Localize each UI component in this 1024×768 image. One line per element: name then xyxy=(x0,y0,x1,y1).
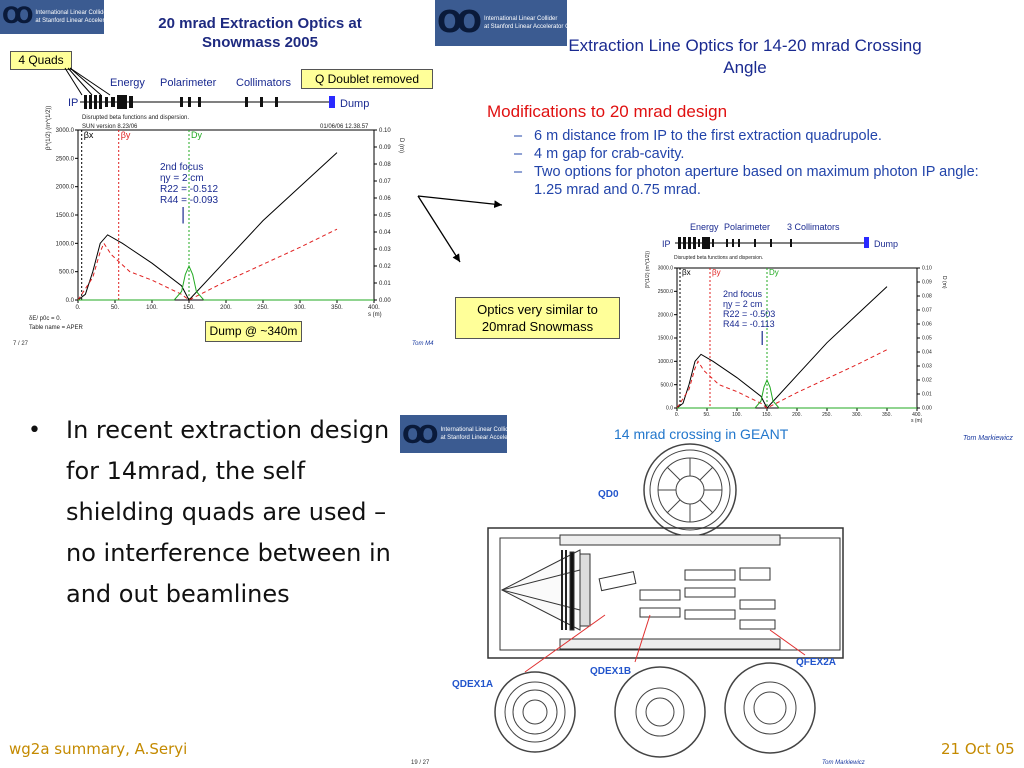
y-tick-label: 0.0 xyxy=(666,405,673,412)
y-tick-label: 2500.0 xyxy=(55,156,74,163)
label-ip: IP xyxy=(662,239,671,249)
y-tick-label: 2000.0 xyxy=(55,184,74,191)
dispersion-curve xyxy=(677,380,917,408)
y2-tick-label: 0.09 xyxy=(379,145,391,151)
x-tick-label: 150. xyxy=(183,305,195,311)
ilc-logo-mark: OO xyxy=(437,5,477,40)
right-slide-title: Extraction Line Optics for 14-20 mrad Crossing Angle xyxy=(568,36,922,77)
qdex1a-cross-section xyxy=(495,672,575,752)
y2-tick-label: 0.01 xyxy=(379,281,391,287)
y2-tick-label: 0.05 xyxy=(922,335,932,342)
logo-line1: International Linear Collider xyxy=(484,16,558,22)
plot-caption: Disrupted beta functions and dispersion. xyxy=(674,255,764,261)
left-optics-plot xyxy=(0,0,440,350)
x-tick-label: 300. xyxy=(852,412,862,418)
label-qd0: QD0 xyxy=(598,489,619,500)
footer-page-number: 19 / 27 xyxy=(411,760,430,766)
x-tick-label: 0. xyxy=(75,305,81,311)
y2-tick-label: 0.06 xyxy=(379,196,391,202)
y-tick-label: 500.0 xyxy=(58,269,74,276)
annotation-line: 2nd focus xyxy=(160,162,204,173)
x-tick-label: 150. xyxy=(762,412,772,418)
geant-author: Tom Markiewicz xyxy=(963,435,1013,442)
ilc-logo-mark: OO xyxy=(402,419,433,449)
label-polarimeter: Polarimeter xyxy=(160,77,217,89)
plot-axes-box xyxy=(677,268,917,408)
x-tick-label: 400. xyxy=(368,305,380,311)
modification-item: – 4 m gap for crab-cavity. xyxy=(514,145,984,163)
x-tick-label: 100. xyxy=(732,412,742,418)
geant-side-view xyxy=(488,528,843,658)
label-qdex1a: QDEX1A xyxy=(452,679,494,690)
right-optics-plot xyxy=(640,215,960,424)
x-tick-label: 50. xyxy=(703,412,711,418)
x-axis-label: s (m) xyxy=(911,418,923,424)
left-plot-curves xyxy=(78,130,374,300)
bullet-dot: • xyxy=(28,418,41,443)
x-tick-label: 50. xyxy=(110,305,120,311)
label-collimators: 3 Collimators xyxy=(787,222,840,232)
y2-tick-label: 0.04 xyxy=(379,230,391,236)
label-qdex1b: QDEX1B xyxy=(590,666,632,677)
y-tick-label: 3000.0 xyxy=(657,265,673,272)
callout-q-doublet-removed: Q Doublet removed xyxy=(301,69,433,89)
y2-tick-label: 0.02 xyxy=(379,264,391,270)
ilc-logo-mark: OO xyxy=(2,4,28,29)
x-tick-label: 200. xyxy=(220,305,232,311)
annotation-line: ηy = 2 cm xyxy=(160,173,204,184)
x-tick-label: 200. xyxy=(792,412,802,418)
y2-tick-label: 0.10 xyxy=(922,265,932,272)
callout-4-quads: 4 Quads xyxy=(10,51,72,70)
label-dump: Dump xyxy=(874,239,899,249)
logo-line1: International Linear Collider xyxy=(35,10,109,16)
annotation-line: R22 = -0.503 xyxy=(723,309,776,319)
y2-axis-label: D (m) xyxy=(941,276,947,289)
logo-line2: at Stanford Linear Accelerator Center xyxy=(440,435,540,441)
modifications-list xyxy=(514,127,984,199)
annotation-line: R44 = -0.093 xyxy=(160,195,219,206)
label-dump: Dump xyxy=(340,98,370,110)
y2-tick-label: 0.01 xyxy=(922,391,932,398)
geant-title: 14 mrad crossing in GEANT xyxy=(614,426,789,442)
annotation-line: ηy = 2 cm xyxy=(723,299,763,309)
y2-axis-label: D (m) xyxy=(398,138,404,153)
callout-optics-similar: Optics very similar to 20mrad Snowmass xyxy=(455,297,620,339)
x-tick-label: 350. xyxy=(882,412,892,418)
series-label: βx xyxy=(682,268,691,277)
label-collimators: Collimators xyxy=(236,77,292,89)
beta-x-curve xyxy=(78,153,337,300)
right-plot-curves xyxy=(677,268,917,408)
table-line1: δE/ p0c = 0. xyxy=(29,316,62,322)
logo-line1: International Linear Collider xyxy=(440,427,514,433)
x-tick-label: 250. xyxy=(822,412,832,418)
label-polarimeter: Polarimeter xyxy=(724,222,771,232)
ilc-logo-top-middle xyxy=(435,0,584,46)
y2-tick-label: 0.05 xyxy=(379,213,391,219)
modification-item: – Two options for photon aperture based on maximum photon IP angle: 1.25 mrad and 0.75 mrad. xyxy=(514,163,984,199)
left-plot-frame xyxy=(46,106,404,318)
y-tick-label: 2000.0 xyxy=(657,312,673,319)
y2-tick-label: 0.10 xyxy=(379,128,391,134)
y2-tick-label: 0.08 xyxy=(379,162,391,168)
logo-line2: at Stanford Linear Accelerator Center xyxy=(484,24,584,30)
annotation-line: 2nd focus xyxy=(723,289,763,299)
series-label: Dy xyxy=(769,268,779,277)
y2-tick-label: 0.02 xyxy=(922,377,932,384)
dump-marker-icon xyxy=(864,237,869,248)
y-axis-label: β^(1/2) (m^(1/2)) xyxy=(46,105,52,150)
x-tick-label: 400. xyxy=(912,412,922,418)
series-label: Dy xyxy=(191,130,202,140)
table-line2: Table name = APER xyxy=(29,325,83,331)
modifications-title: Modifications to 20 mrad design xyxy=(487,102,728,121)
y-tick-label: 1500.0 xyxy=(657,335,673,342)
y-tick-label: 1000.0 xyxy=(657,359,673,365)
left-page-number: 7 / 27 xyxy=(13,341,29,347)
y2-tick-label: 0.07 xyxy=(922,307,932,314)
connector-arrows xyxy=(410,190,510,270)
callout-dump: Dump @ ~340m xyxy=(205,321,302,342)
y2-tick-label: 0.06 xyxy=(922,321,932,328)
y2-tick-label: 0.07 xyxy=(379,179,391,185)
series-label: βx xyxy=(83,130,94,140)
plot-version: SUN version 8.23/06 xyxy=(82,124,138,130)
y2-tick-label: 0.03 xyxy=(379,247,391,253)
qd0-cross-section xyxy=(644,444,736,536)
dispersion-curve xyxy=(78,266,374,300)
left-author: Tom M4 xyxy=(412,341,434,347)
y2-tick-label: 0.09 xyxy=(922,279,932,286)
bullet-point xyxy=(28,410,398,615)
label-energy: Energy xyxy=(110,77,145,89)
y-tick-label: 0.0 xyxy=(65,298,74,304)
quad-arrows xyxy=(65,68,110,95)
plot-axes-box xyxy=(78,130,374,300)
dump-marker-icon xyxy=(329,96,335,108)
footer-right: 21 Oct 05 xyxy=(941,740,1015,758)
footer-author: Tom Markiewicz xyxy=(822,760,865,766)
plot-caption: Disrupted beta functions and dispersion. xyxy=(82,115,190,121)
logo-line2: at Stanford Linear Accelerator Center xyxy=(35,18,135,24)
series-label: βy xyxy=(712,268,721,277)
footer-left: wg2a summary, A.Seryi xyxy=(9,740,188,758)
series-label: βy xyxy=(120,130,131,140)
annotation-line: R22 = -0.512 xyxy=(160,184,219,195)
y2-tick-label: 0.00 xyxy=(379,298,391,304)
qdex1b-cross-section xyxy=(615,667,705,757)
y-tick-label: 1000.0 xyxy=(55,241,74,248)
x-tick-label: 350. xyxy=(331,305,343,311)
label-qfex2a: QFEX2A xyxy=(796,657,837,668)
annotation-line: R44 = -0.113 xyxy=(723,319,775,329)
y2-tick-label: 0.03 xyxy=(922,363,932,370)
modification-item: – 6 m distance from IP to the first extraction quadrupole. xyxy=(514,127,984,145)
x-tick-label: 100. xyxy=(146,305,158,311)
y-tick-label: 1500.0 xyxy=(55,213,74,219)
y-tick-label: 500.0 xyxy=(660,382,673,389)
left-plot-title: 20 mrad Extraction Optics at Snowmass 2005 xyxy=(158,15,362,51)
bullet-text: In recent extraction design for 14mrad, the self shielding quads are used – no interference between in and out beamlines xyxy=(66,416,391,608)
y2-tick-label: 0.08 xyxy=(922,293,932,300)
y2-tick-label: 0.00 xyxy=(922,405,932,412)
label-ip: IP xyxy=(68,97,79,109)
geant-drawing xyxy=(440,440,860,760)
qfex2a-cross-section xyxy=(725,663,815,753)
y-tick-label: 3000.0 xyxy=(55,128,74,134)
plot-date: 01/06/06 12.38.57 xyxy=(320,124,369,130)
y-axis-label: β^(1/2) (m^(1/2)) xyxy=(645,250,651,288)
beta-x-curve xyxy=(677,287,887,408)
x-tick-label: 300. xyxy=(294,305,306,311)
x-tick-label: 250. xyxy=(257,305,269,311)
x-axis-label: s (m) xyxy=(368,312,382,318)
y-tick-label: 2500.0 xyxy=(657,289,673,295)
y2-tick-label: 0.04 xyxy=(922,349,932,356)
x-tick-label: 0. xyxy=(674,412,680,418)
label-energy: Energy xyxy=(690,222,719,232)
